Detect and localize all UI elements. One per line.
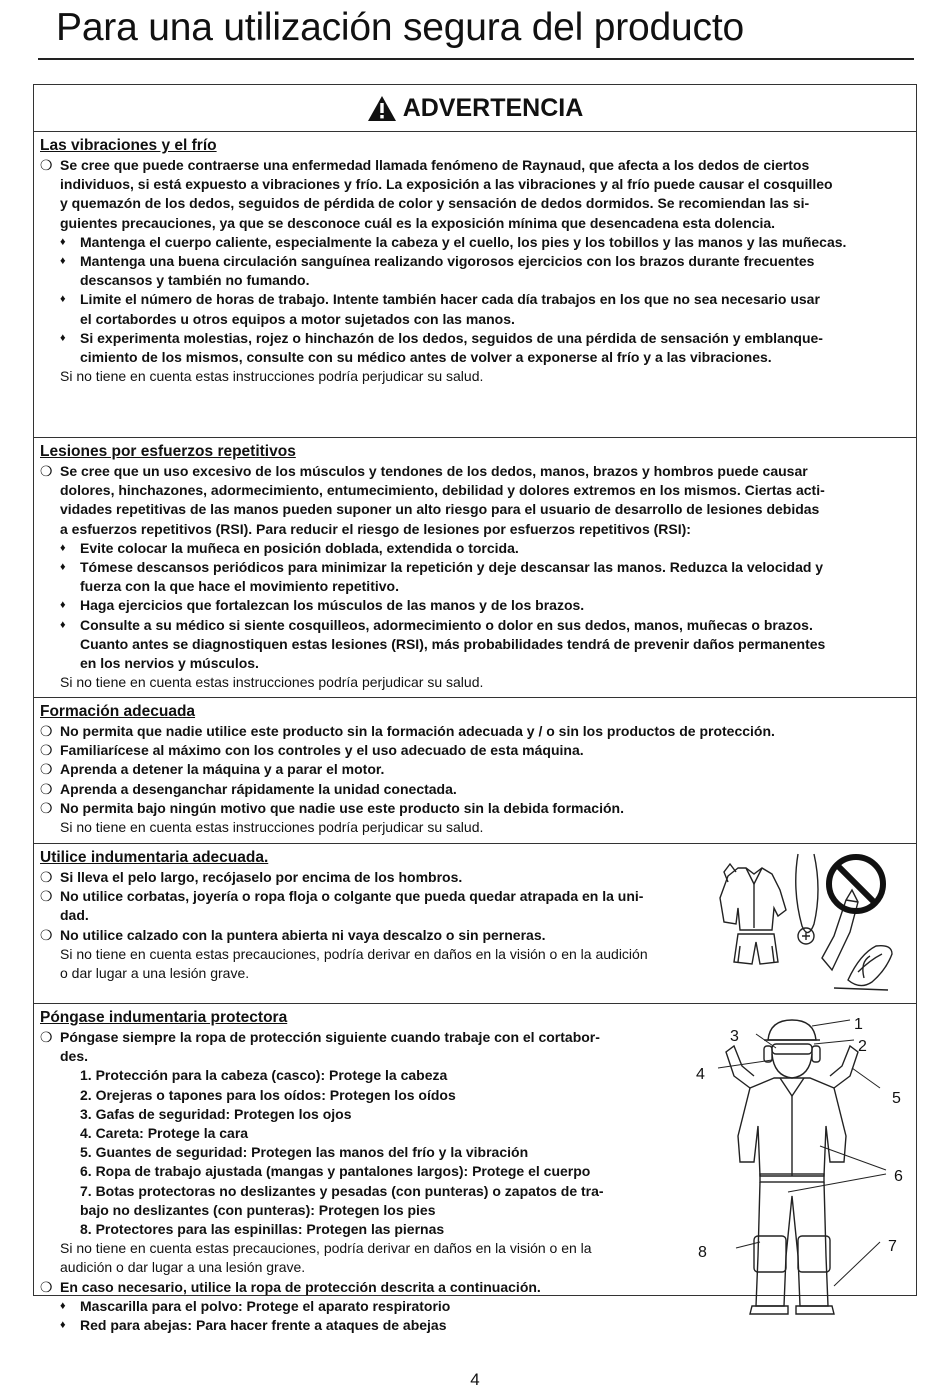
text-line: No permita que nadie utilice este producto sin la formación adecuada y / o sin los productos de protección. <box>60 723 775 739</box>
callout-3: 3 <box>730 1028 739 1045</box>
text-line: Mascarilla para el polvo: Protege el aparato respiratorio <box>80 1297 451 1314</box>
circle-bullet-icon: ❍ <box>40 1278 53 1295</box>
circle-bullet-icon: ❍ <box>40 463 53 479</box>
text-line: No utilice corbatas, joyería o ropa floja o colgante que pueda quedar atrapada en la uni- <box>60 888 644 905</box>
list-item <box>40 760 910 779</box>
text-line: individuos, si está expuesto a vibraciones y frío. La exposición a las vibraciones y al frío puede causar el cosquilleo <box>60 176 833 193</box>
diamond-bullet-icon: ♦ <box>60 293 66 306</box>
list-item <box>40 156 910 233</box>
circle-bullet-icon: ❍ <box>40 742 53 759</box>
circle-bullet-icon: ❍ <box>40 926 53 943</box>
text-line: audición o dar lugar a una lesión grave. <box>60 1259 306 1276</box>
list-item <box>40 233 910 252</box>
text-line: Si experimenta molestias, rojez o hinchazón de los dedos, seguidos de una pérdida de sensación y emblanque- <box>80 329 823 346</box>
circle-bullet-icon: ❍ <box>40 761 53 778</box>
text-line: Póngase siempre la ropa de protección siguiente cuando trabaje con el cortabor- <box>60 1029 600 1045</box>
list-item <box>40 887 700 925</box>
circle-bullet-icon: ❍ <box>40 157 53 173</box>
text-line: Si lleva el pelo largo, recójaselo por encima de los hombros. <box>60 869 463 885</box>
title-rule <box>38 58 914 60</box>
section-note: Si no tiene en cuenta estas instrucciones podría perjudicar su salud. <box>60 368 484 385</box>
callout-2: 2 <box>858 1038 867 1055</box>
text-line: fuerza con la que hace el movimiento repetitivo. <box>80 578 399 595</box>
list-item <box>40 252 910 290</box>
circle-bullet-icon: ❍ <box>40 723 53 739</box>
section-title: Las vibraciones y el frío <box>40 137 217 154</box>
section-title: Formación adecuada <box>40 703 196 720</box>
list-item <box>40 558 910 596</box>
text-line: Limite el número de horas de trabajo. Intente también hacer cada día trabajos en los que no sea necesario usar <box>80 291 820 308</box>
circle-bullet-icon: ❍ <box>40 780 53 797</box>
text-line: Si no tiene en cuenta estas precauciones, podría derivar en daños en la visión o en la <box>60 1240 592 1257</box>
callout-5: 5 <box>892 1090 901 1107</box>
text-line: Aprenda a desenganchar rápidamente la unidad conectada. <box>60 780 457 797</box>
list-item <box>40 596 910 615</box>
warning-box <box>33 84 917 1334</box>
text-line: cimiento de los mismos, consulte con su médico antes de volver a exponerse al frío y a las vibraciones. <box>80 349 772 366</box>
text-line: Mantenga el cuerpo caliente, especialmente la cabeza y el cuello, los pies y los tobillos y las manos y las muñecas. <box>80 233 847 250</box>
section-title: Lesiones por esfuerzos repetitivos <box>40 443 296 460</box>
section-protectora <box>34 1003 916 1343</box>
circle-bullet-icon: ❍ <box>40 869 53 885</box>
list-item <box>40 1028 680 1066</box>
list-item <box>40 799 910 818</box>
circle-bullet-icon: ❍ <box>40 1029 53 1045</box>
section-title: Utilice indumentaria adecuada. <box>40 849 269 866</box>
section-note: Si no tiene en cuenta estas instrucciones podría perjudicar su salud. <box>60 819 484 836</box>
section-indumentaria <box>34 843 916 1003</box>
section-note: Si no tiene en cuenta estas instrucciones podría perjudicar su salud. <box>60 674 484 691</box>
list-item <box>40 741 910 760</box>
text-line: descansos y también no fumando. <box>80 272 310 289</box>
diamond-bullet-icon: ♦ <box>60 561 66 574</box>
protective-gear-illustration <box>680 1016 910 1316</box>
numbered-item: 7. Botas protectoras no deslizantes y pesadas (con punteras) o zapatos de tra- <box>80 1182 604 1199</box>
callout-6: 6 <box>894 1168 903 1185</box>
section-note <box>40 945 700 983</box>
text-line: y quemazón de los dedos, seguidos de pérdida de color y sensación de dedos dormidos. Se recomiendan las si- <box>60 195 810 212</box>
text-line: No utilice calzado con la puntera abierta ni vaya descalzo o sin perneras. <box>60 926 546 943</box>
text-line: Tómese descansos periódicos para minimizar la repetición y deje descansar las manos. Reduzca la velocidad y <box>80 559 824 576</box>
numbered-item: 4. Careta: Protege la cara <box>80 1125 249 1142</box>
circle-bullet-icon: ❍ <box>40 888 53 905</box>
text-line: Familiarícese al máximo con los controles y el uso adecuado de esta máquina. <box>60 742 584 759</box>
warning-label: ADVERTENCIA <box>402 93 584 122</box>
callout-4: 4 <box>696 1066 705 1083</box>
list-item <box>40 868 700 887</box>
numbered-item: 6. Ropa de trabajo ajustada (mangas y pantalones largos): Protege el cuerpo <box>80 1163 591 1180</box>
callout-1: 1 <box>854 1016 863 1033</box>
page-number: 4 <box>470 1370 480 1389</box>
text-line: vidades repetitivas de las manos pueden suponer un alto riesgo para el usuario de desarrollo de lesiones debidas <box>60 501 820 518</box>
diamond-bullet-icon: ♦ <box>60 599 66 612</box>
diamond-bullet-icon: ♦ <box>60 541 66 554</box>
list-item <box>40 329 910 367</box>
list-item <box>40 722 910 741</box>
callout-8: 8 <box>698 1244 707 1261</box>
numbered-item-continuation: bajo no deslizantes (con punteras): Protegen los pies <box>80 1201 436 1218</box>
numbered-item: 5. Guantes de seguridad: Protegen las manos del frío y la vibración <box>80 1144 529 1161</box>
section-lesiones <box>34 437 916 697</box>
numbered-item: 2. Orejeras o tapones para los oídos: Protegen los oídos <box>80 1086 456 1103</box>
text-line: Aprenda a detener la máquina y a parar el motor. <box>60 761 385 778</box>
prohibited-clothing-illustration <box>710 850 900 998</box>
text-line: Si no tiene en cuenta estas precauciones, podría derivar en daños en la visión o en la audición <box>60 945 648 962</box>
text-line: Evite colocar la muñeca en posición doblada, extendida o torcida. <box>80 539 519 556</box>
list-item <box>40 616 910 674</box>
diamond-bullet-icon: ♦ <box>60 618 66 631</box>
text-line: No permita bajo ningún motivo que nadie use este producto sin la debida formación. <box>60 799 624 816</box>
text-line: Mantenga una buena circulación sanguínea realizando vigorosos ejercicios con los brazos durante frecuentes <box>80 253 815 270</box>
numbered-item: 3. Gafas de seguridad: Protegen los ojos <box>80 1105 352 1122</box>
text-line: a esfuerzos repetitivos (RSI). Para reducir el riesgo de lesiones por esfuerzos repetitivos (RSI): <box>60 520 691 537</box>
text-line: Se cree que puede contraerse una enfermedad llamada fenómeno de Raynaud, que afecta a los dedos de ciertos <box>60 157 810 173</box>
text-line: guientes precauciones, ya que se desconoce cuál es la exposición mínima que desencadena esta dolencia. <box>60 214 776 231</box>
diamond-bullet-icon: ♦ <box>60 331 66 344</box>
list-item <box>40 1316 910 1335</box>
list-item <box>40 462 910 539</box>
text-line: Haga ejercicios que fortalezcan los músculos de las manos y de los brazos. <box>80 597 585 614</box>
text-line: En caso necesario, utilice la ropa de protección descrita a continuación. <box>60 1278 541 1295</box>
section-vibraciones <box>34 131 916 437</box>
diamond-bullet-icon: ♦ <box>60 235 66 248</box>
section-title: Póngase indumentaria protectora <box>40 1009 288 1026</box>
numbered-item: 8. Protectores para las espinillas: Protegen las piernas <box>80 1221 445 1238</box>
diamond-bullet-icon: ♦ <box>60 1299 66 1312</box>
text-line: en los nervios y músculos. <box>80 655 259 672</box>
text-line: dad. <box>60 907 89 924</box>
section-formacion <box>34 697 916 843</box>
diamond-bullet-icon: ♦ <box>60 1319 66 1332</box>
text-line: o dar lugar a una lesión grave. <box>60 965 250 982</box>
page-title: Para una utilización segura del producto <box>56 6 744 49</box>
text-line: des. <box>60 1048 89 1065</box>
list-item <box>40 539 910 558</box>
list-item <box>40 780 910 799</box>
warning-triangle-icon <box>367 95 397 122</box>
circle-bullet-icon: ❍ <box>40 799 53 816</box>
text-line: el cortabordes u otros equipos a motor sujetados con las manos. <box>80 310 515 327</box>
callout-7: 7 <box>888 1238 897 1255</box>
text-line: Cuanto antes se diagnostiquen estas lesiones (RSI), más probabilidades tendrá de prevenir daños permanentes <box>80 635 826 652</box>
diamond-bullet-icon: ♦ <box>60 255 66 268</box>
text-line: Se cree que un uso excesivo de los músculos y tendones de los dedos, manos, brazos y hombros puede causar <box>60 463 808 479</box>
list-item <box>40 290 910 328</box>
numbered-item: 1. Protección para la cabeza (casco): Protege la cabeza <box>80 1067 448 1084</box>
warning-header <box>34 85 916 131</box>
text-line: dolores, hinchazones, adormecimiento, entumecimiento, debilidad y dolores extremos en los mismos. Ciertas acti- <box>60 482 825 499</box>
text-line: Red para abejas: Para hacer frente a ataques de abejas <box>80 1317 447 1334</box>
list-item <box>40 926 700 945</box>
text-line: Consulte a su médico si siente cosquilleos, adormecimiento o dolor en sus dedos, manos, muñecas o brazos. <box>80 616 813 633</box>
